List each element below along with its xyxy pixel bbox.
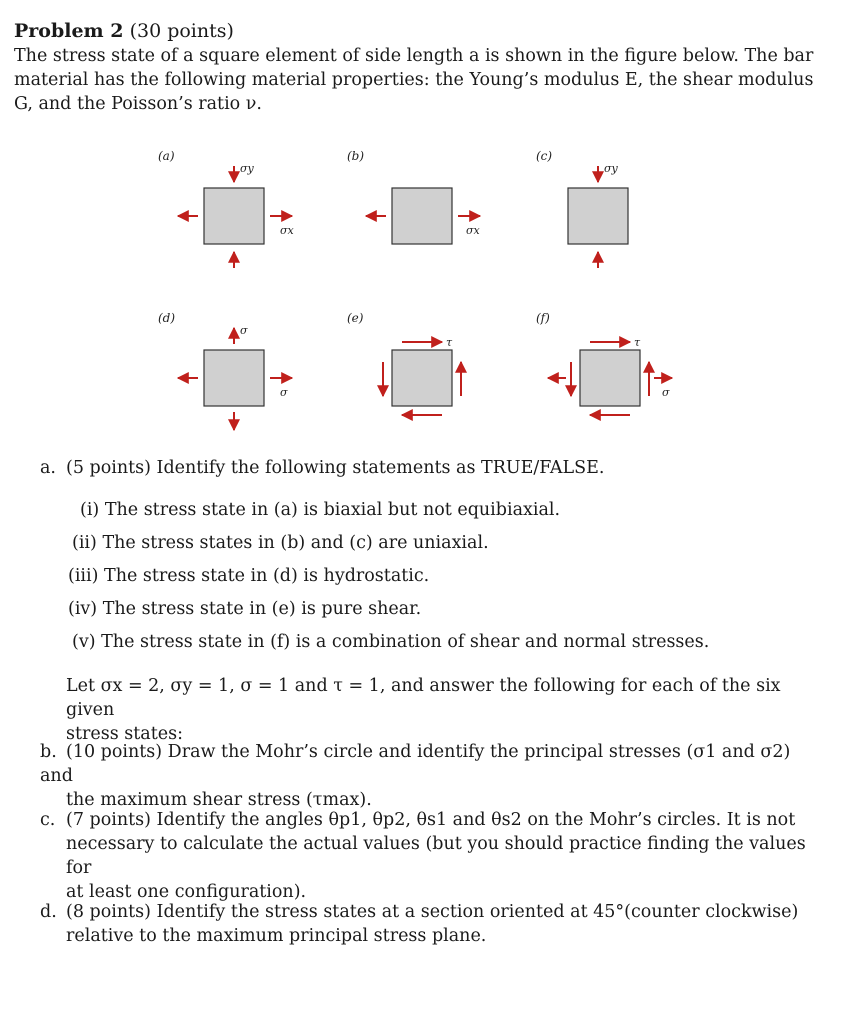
statement-iv <box>68 597 421 621</box>
statement-ii <box>72 531 489 555</box>
element-square-e <box>392 350 452 406</box>
label-d-sigma-right: σ <box>280 386 288 399</box>
stress-element-figure <box>140 140 680 440</box>
panel-label-a: (a) <box>158 149 175 163</box>
statement-num: (iii) <box>68 566 99 586</box>
statement-iii <box>68 564 429 588</box>
part-b-line: the maximum shear stress (τmax). <box>66 790 372 810</box>
part-c-line: necessary to calculate the actual values (but you should practice finding the values for <box>66 834 806 878</box>
part-a-label: a. <box>40 458 56 478</box>
given-line: stress states: <box>66 724 183 744</box>
element-square-a <box>204 188 264 244</box>
panel-label-d: (d) <box>158 311 176 325</box>
part-c <box>40 808 826 904</box>
part-a <box>40 456 605 480</box>
element-square-c <box>568 188 628 244</box>
part-c-label: c. <box>40 810 56 830</box>
given-line: Let σx = 2, σy = 1, σ = 1 and τ = 1, and answer the following for each of the six given <box>66 676 781 720</box>
panel-label-c: (c) <box>536 149 553 163</box>
given-values <box>66 674 826 746</box>
statement-v <box>72 630 709 654</box>
part-d <box>40 900 826 948</box>
panel-label-b: (b) <box>347 149 365 163</box>
intro-line: material has the following material properties: the Young’s modulus E, the shear modulus <box>14 70 814 90</box>
element-square-b <box>392 188 452 244</box>
problem-intro <box>14 44 826 116</box>
problem-title <box>14 20 234 42</box>
panel-label-e: (e) <box>347 311 364 325</box>
label-a-sigma-y: σy <box>240 162 254 175</box>
problem-points: (30 points) <box>129 20 234 42</box>
statement-num: (i) <box>80 500 100 520</box>
label-e-tau: τ <box>446 336 453 349</box>
part-b-label: b. <box>40 742 57 762</box>
statement-text: The stress state in (d) is hydrostatic. <box>104 566 430 586</box>
label-f-tau: τ <box>634 336 641 349</box>
part-b <box>40 740 826 812</box>
statement-i <box>80 498 560 522</box>
element-square-f <box>580 350 640 406</box>
element-square-d <box>204 350 264 406</box>
part-c-line: (7 points) Identify the angles θp1, θp2, θs1 and θs2 on the Mohr’s circles. It is not <box>66 810 796 830</box>
panel-label-f: (f) <box>536 311 550 325</box>
part-b-line: (10 points) Draw the Mohr’s circle and identify the principal stresses (σ1 and σ2) and <box>40 742 791 786</box>
statement-text: The stress states in (b) and (c) are uniaxial. <box>102 533 489 553</box>
part-d-line: relative to the maximum principal stress plane. <box>66 926 487 946</box>
intro-line: The stress state of a square element of side length a is shown in the figure below. The bar <box>14 46 814 66</box>
statement-num: (v) <box>72 632 96 652</box>
part-c-line: at least one configuration). <box>66 882 307 902</box>
part-a-text: (5 points) Identify the following statements as TRUE/FALSE. <box>66 458 605 478</box>
part-d-line: (8 points) Identify the stress states at a section oriented at 45°(counter clockwise) <box>66 902 799 922</box>
label-f-sigma: σ <box>662 386 670 399</box>
label-b-sigma-x: σx <box>466 224 480 237</box>
statement-text: The stress state in (e) is pure shear. <box>102 599 422 619</box>
label-a-sigma-x: σx <box>280 224 294 237</box>
statement-text: The stress state in (a) is biaxial but not equibiaxial. <box>104 500 561 520</box>
statement-num: (ii) <box>72 533 97 553</box>
statement-num: (iv) <box>68 599 98 619</box>
statement-text: The stress state in (f) is a combination of shear and normal stresses. <box>101 632 710 652</box>
label-c-sigma-y: σy <box>604 162 618 175</box>
part-d-label: d. <box>40 902 57 922</box>
label-d-sigma-top: σ <box>240 324 248 337</box>
problem-heading: Problem 2 <box>14 20 124 42</box>
intro-line: G, and the Poisson’s ratio ν. <box>14 94 262 114</box>
